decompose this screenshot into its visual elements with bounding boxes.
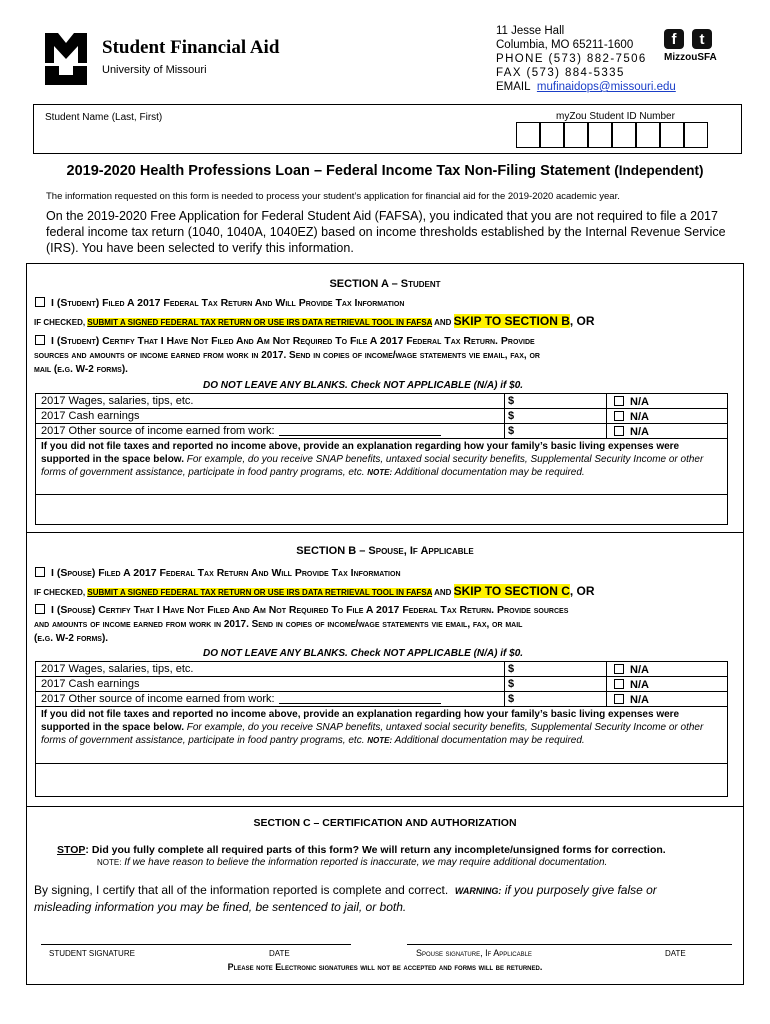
- section-a-option-not-filed-line3: mail (e.g. W-2 forms).: [34, 364, 128, 375]
- form-title-suffix: (Independent): [614, 163, 704, 178]
- fax: FAX (573) 884-5335: [496, 67, 625, 79]
- section-a-explanation: If you did not file taxes and reported no income above, provide an explanation regarding how your family’s basic living expenses were supported in the space below. For example, do you receive SNAP benefits, untaxed social security benefits, Supplemental Security Income or other forms of government assistance, participate in food pantry programs, etc. NOTE: Additional documentation may be required.: [36, 439, 727, 524]
- checkbox-icon[interactable]: [35, 335, 45, 345]
- income-row-other: 2017 Other source of income earned from work: $ N/A: [36, 424, 727, 439]
- student-id-cell[interactable]: [588, 122, 612, 148]
- date-label-1: DATE: [269, 949, 290, 958]
- section-a-no-blanks: DO NOT LEAVE ANY BLANKS. Check NOT APPLICABLE (N/A) if $0.: [203, 380, 524, 391]
- student-id-cell[interactable]: [660, 122, 684, 148]
- income-row-wages: 2017 Wages, salaries, tips, etc. $ N/A: [36, 394, 727, 409]
- facebook-icon[interactable]: f: [664, 29, 684, 49]
- student-id-cell[interactable]: [636, 122, 660, 148]
- checkbox-icon[interactable]: [35, 567, 45, 577]
- intro-text: The information requested on this form is needed to process your student’s application for financial aid for the 2019-2020 academic year.: [46, 191, 620, 202]
- student-name-field[interactable]: [60, 122, 500, 148]
- phone: PHONE (573) 882-7506: [496, 53, 647, 65]
- section-c-note: NOTE: If we have reason to believe the information reported is inaccurate, we may require additional documentation.: [97, 857, 608, 868]
- income-row-other: 2017 Other source of income earned from work: $ N/A: [36, 692, 727, 707]
- section-a-option-not-filed-line2: sources and amounts of income earned from work in 2017. Send in copies of income/wage statements vie email, fax, or: [34, 350, 540, 361]
- section-b-no-blanks: DO NOT LEAVE ANY BLANKS. Check NOT APPLICABLE (N/A) if $0.: [203, 648, 524, 659]
- spouse-signature-label: Spouse signature, If Applicable: [416, 948, 532, 958]
- student-id-cell[interactable]: [516, 122, 540, 148]
- fafsa-text: On the 2019-2020 Free Application for Federal Student Aid (FAFSA), you indicated that you are not required to file a 2017 federal income tax return (1040, 1040A, 1040EZ) based on income thresholds established by the Internal Revenue Service (IRS). You have been selected to verify this information.: [46, 209, 726, 255]
- section-a-option-filed[interactable]: I (Student) Filed A 2017 Federal Tax Return And Will Provide Tax Information: [35, 297, 404, 309]
- income-row-cash: 2017 Cash earnings $ N/A: [36, 409, 727, 424]
- student-id-cell[interactable]: [564, 122, 588, 148]
- checkbox-icon[interactable]: [614, 426, 624, 436]
- income-row-cash: 2017 Cash earnings $ N/A: [36, 677, 727, 692]
- social-handle: MizzouSFA: [664, 52, 717, 63]
- section-c: [26, 807, 744, 985]
- footer-note: Please note Electronic signatures will not be accepted and forms will be returned.: [227, 962, 543, 972]
- checkbox-icon[interactable]: [614, 396, 624, 406]
- section-a-option-filed-note: IF CHECKED, SUBMIT A SIGNED FEDERAL TAX RETURN OR USE IRS DATA RETRIEVAL TOOL IN FAFSA AND SKIP TO SECTION B, OR: [34, 314, 595, 328]
- student-signature-line[interactable]: [41, 944, 351, 945]
- date-label-2: DATE: [665, 949, 686, 958]
- section-a: [26, 263, 744, 533]
- section-b-option-filed-note: IF CHECKED, SUBMIT A SIGNED FEDERAL TAX RETURN OR USE IRS DATA RETRIEVAL TOOL IN FAFSA AND SKIP TO SECTION C, OR: [34, 584, 595, 598]
- student-id-cell[interactable]: [612, 122, 636, 148]
- checkbox-icon[interactable]: [35, 604, 45, 614]
- section-b: [26, 533, 744, 807]
- twitter-icon[interactable]: t: [692, 29, 712, 49]
- checkbox-icon[interactable]: [614, 679, 624, 689]
- section-a-heading: SECTION A – Student: [329, 278, 441, 290]
- section-b-explanation: If you did not file taxes and reported no income above, provide an explanation regarding how your family’s basic living expenses were supported in the space below. For example, do you receive SNAP benefits, untaxed social security benefits, Supplemental Security Income or other forms of government assistance, participate in food pantry programs, etc. NOTE: Additional documentation may be required.: [36, 707, 727, 796]
- section-b-option-not-filed-line2: and amounts of income earned from work in 2017. Send in copies of income/wage statements vie email, fax, or mail: [34, 619, 523, 630]
- stop-notice: STOP: Did you fully complete all required parts of this form? We will return any incomplete/unsigned forms for correction.: [57, 844, 666, 856]
- section-b-explanation-field[interactable]: [36, 763, 727, 796]
- form-title-main: 2019-2020 Health Professions Loan – Federal Income Tax Non-Filing Statement: [66, 163, 611, 179]
- section-b-option-not-filed[interactable]: I (Spouse) Certify That I Have Not Filed And Am Not Required To File A 2017 Federal Tax Return. Provide sources: [35, 604, 568, 616]
- form-title: [0, 163, 770, 179]
- student-id-cell[interactable]: [540, 122, 564, 148]
- mu-logo-icon: [45, 33, 87, 85]
- student-id-cell[interactable]: [684, 122, 708, 148]
- org-name: Student Financial Aid: [102, 37, 280, 58]
- email-link[interactable]: mufinaidops@missouri.edu: [536, 81, 676, 93]
- checkbox-icon[interactable]: [35, 297, 45, 307]
- certification-text: By signing, I certify that all of the information reported is complete and correct. WARNING: if you purposely give false or misleading information you may be fined, be sentenced to jail, or both.: [34, 883, 657, 914]
- checkbox-icon[interactable]: [614, 411, 624, 421]
- checkbox-icon[interactable]: [614, 664, 624, 674]
- university-name: University of Missouri: [102, 64, 207, 76]
- section-a-explanation-field[interactable]: [36, 494, 727, 524]
- section-b-option-filed[interactable]: I (Spouse) Filed A 2017 Federal Tax Return And Will Provide Tax Information: [35, 567, 401, 579]
- contact-block: [496, 24, 676, 94]
- email-label: EMAIL: [496, 81, 531, 93]
- section-c-heading: SECTION C – CERTIFICATION AND AUTHORIZATION: [253, 817, 517, 829]
- student-name-label: Student Name (Last, First): [45, 112, 163, 123]
- email-row: [496, 80, 676, 94]
- student-id-label: myZou Student ID Number: [556, 111, 675, 122]
- address-line-2: Columbia, MO 65211-1600: [496, 39, 634, 51]
- student-signature-label: STUDENT SIGNATURE: [49, 949, 135, 958]
- section-a-option-not-filed[interactable]: I (Student) Certify That I Have Not Filed And Am Not Required To File A 2017 Federal Tax Return. Provide: [35, 335, 535, 347]
- section-a-income-table: [35, 393, 728, 525]
- checkbox-icon[interactable]: [614, 694, 624, 704]
- income-row-wages: 2017 Wages, salaries, tips, etc. $ N/A: [36, 662, 727, 677]
- section-b-heading: SECTION B – Spouse, If Applicable: [296, 545, 474, 557]
- spouse-signature-line[interactable]: [407, 944, 732, 945]
- address-line-1: 11 Jesse Hall: [496, 25, 565, 37]
- section-b-option-not-filed-line3: (e.g. W-2 forms).: [34, 633, 109, 644]
- section-b-income-table: [35, 661, 728, 797]
